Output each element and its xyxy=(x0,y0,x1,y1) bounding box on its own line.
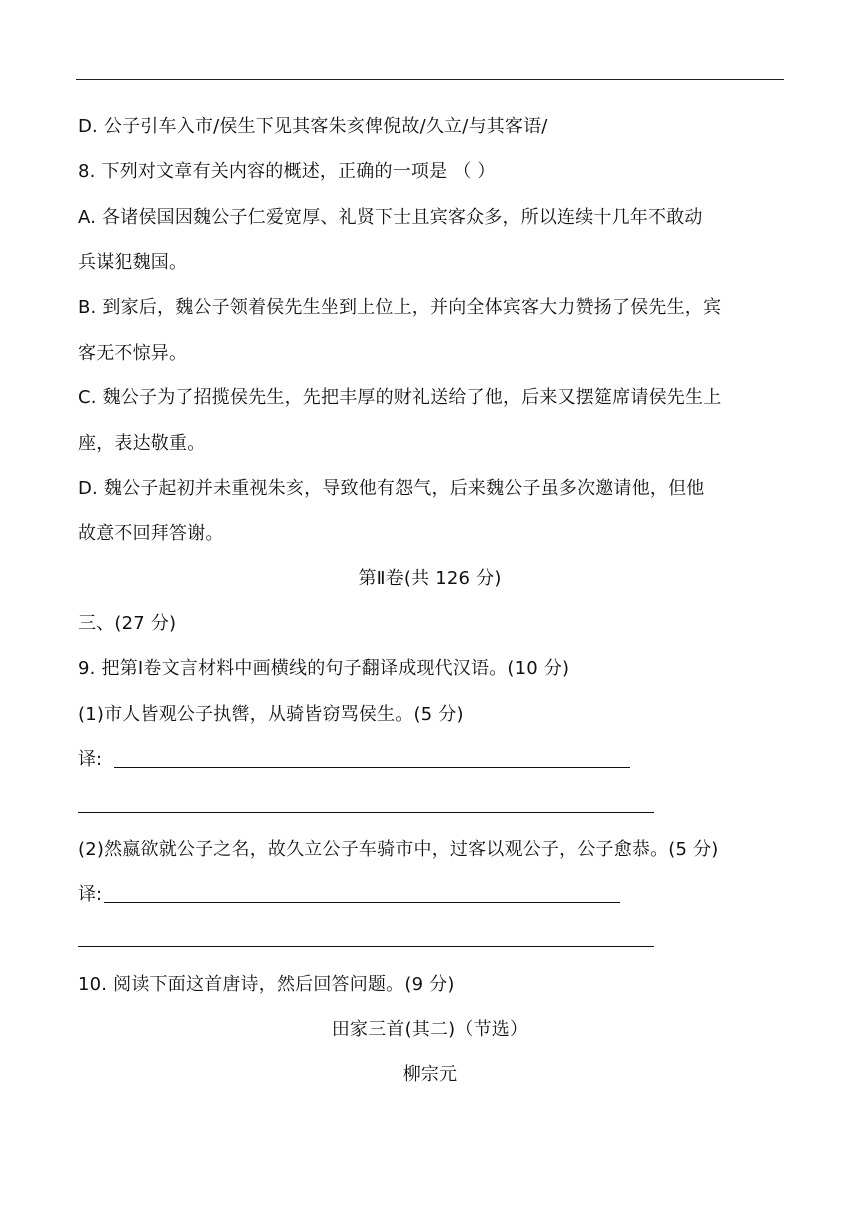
header-rule xyxy=(76,79,784,80)
answer-blank-2b[interactable] xyxy=(78,946,654,947)
poem-title: 田家三首(其二)（节选） xyxy=(331,1019,529,1040)
option-d-previous: D. 公子引车入市/侯生下见其客朱亥俾倪故/久立/与其客语/ xyxy=(78,116,548,137)
q8-option-c-line1: C. 魏公子为了招揽侯先生，先把丰厚的财礼送给了他，后来又摆筵席请侯先生上 xyxy=(78,387,722,408)
part-3-heading: 三、(27 分) xyxy=(78,613,177,634)
question-9-1: (1)市人皆观公子执辔，从骑皆窃骂侯生。(5 分) xyxy=(78,704,464,725)
question-9: 9. 把第Ⅰ卷文言材料中画横线的句子翻译成现代汉语。(10 分) xyxy=(78,658,570,679)
question-9-2: (2)然嬴欲就公子之名，故久立公子车骑市中，过客以观公子，公子愈恭。(5 分) xyxy=(78,839,719,860)
translation-label-2: 译: xyxy=(78,884,103,905)
q8-option-b-line1: B. 到家后，魏公子领着侯先生坐到上位上，并向全体宾客大力赞扬了侯先生，宾 xyxy=(78,297,722,318)
q8-option-b-line2: 客无不惊异。 xyxy=(78,343,188,364)
q8-option-c-line2: 座，表达敬重。 xyxy=(78,433,206,454)
q8-option-a-line1: A. 各诸侯国因魏公子仁爱宽厚、礼贤下士且宾客众多，所以连续十几年不敢动 xyxy=(78,207,703,228)
poem-author: 柳宗元 xyxy=(402,1064,458,1085)
answer-blank-1b[interactable] xyxy=(78,812,654,813)
q8-option-d-line2: 故意不回拜答谢。 xyxy=(78,523,224,544)
answer-blank-2a[interactable] xyxy=(104,902,620,903)
question-10: 10. 阅读下面这首唐诗，然后回答问题。(9 分) xyxy=(78,974,455,995)
q8-option-d-line1: D. 魏公子起初并未重视朱亥，导致他有怨气，后来魏公子虽多次邀请他，但他 xyxy=(78,478,705,499)
section-title: 第Ⅱ卷(共 126 分) xyxy=(358,568,502,589)
answer-blank-1a[interactable] xyxy=(114,767,630,768)
translation-label-1: 译: xyxy=(78,749,103,770)
q8-option-a-line2: 兵谋犯魏国。 xyxy=(78,252,188,273)
question-8: 8. 下列对文章有关内容的概述，正确的一项是 （ ） xyxy=(78,161,496,182)
